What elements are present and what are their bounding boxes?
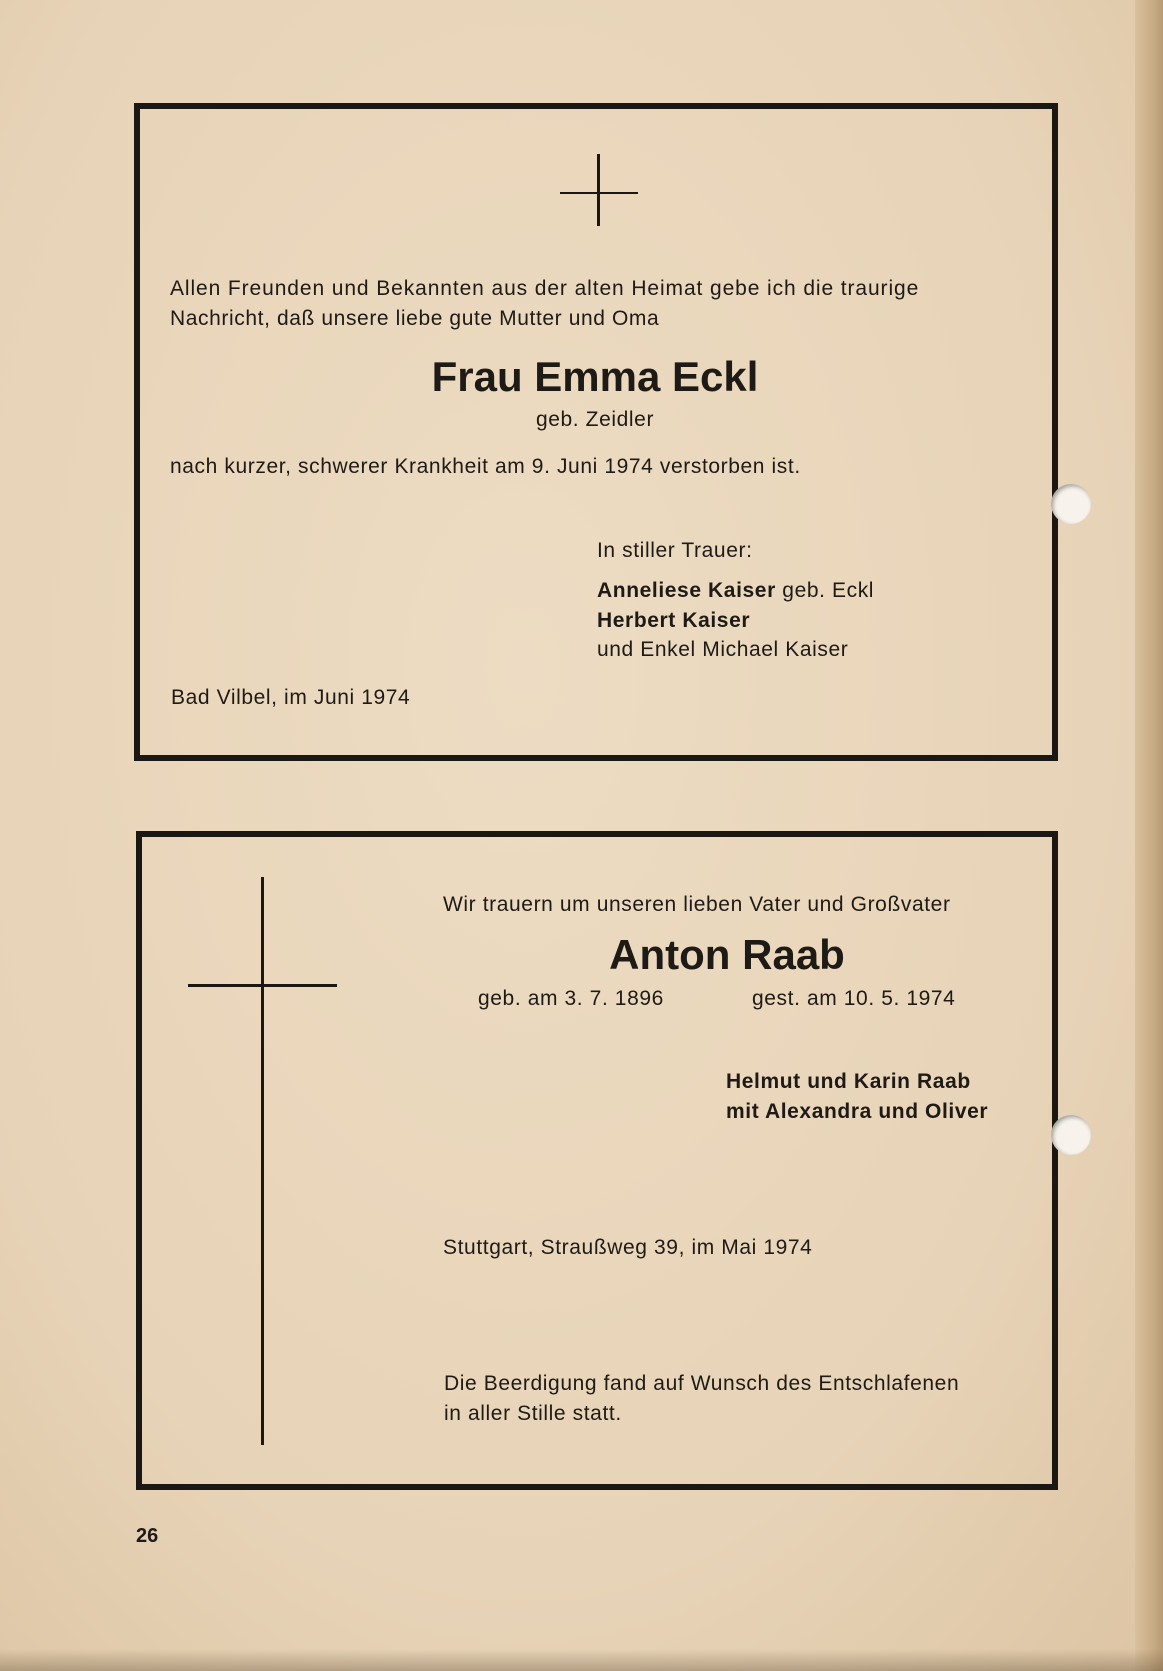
punch-hole-upper: [1051, 484, 1091, 524]
mourner-3: und Enkel Michael Kaiser: [597, 638, 849, 661]
address: Stuttgart, Straußweg 39, im Mai 1974: [443, 1236, 813, 1259]
death-date: gest. am 10. 5. 1974: [752, 987, 956, 1010]
burial-text-line1: Die Beerdigung fand auf Wunsch des Entschlafenen: [444, 1372, 960, 1395]
mourner-1-suffix: geb. Eckl: [775, 579, 875, 602]
maiden-name: geb. Zeidler: [535, 408, 655, 431]
intro-text: Wir trauern um unseren lieben Vater und Großvater: [443, 893, 951, 916]
intro-text-line1: Allen Freunden und Bekannten aus der alten Heimat gebe ich die traurige: [170, 277, 920, 300]
family-line-2: mit Alexandra und Oliver: [726, 1100, 989, 1123]
page-edge: [1135, 0, 1163, 1671]
page-number: 26: [136, 1525, 159, 1547]
birth-date: geb. am 3. 7. 1896: [478, 987, 664, 1010]
place-date: Bad Vilbel, im Juni 1974: [171, 686, 411, 709]
mourner-1: [597, 576, 874, 606]
burial-text-line2: in aller Stille statt.: [444, 1402, 622, 1425]
death-text: nach kurzer, schwerer Krankheit am 9. Juni 1974 verstorben ist.: [170, 455, 801, 478]
deceased-name: Anton Raab: [609, 931, 845, 978]
mourner-2: Herbert Kaiser: [597, 609, 751, 632]
cross-icon-large-horizontal: [188, 984, 337, 987]
mourning-label: In stiller Trauer:: [597, 539, 753, 562]
page-bottom-shadow: [0, 1649, 1163, 1671]
cross-icon-large-vertical: [261, 877, 264, 1445]
cross-icon-small-horizontal: [560, 192, 638, 194]
punch-hole-lower: [1051, 1115, 1091, 1155]
deceased-name: Frau Emma Eckl: [431, 353, 759, 400]
family-line-1: Helmut und Karin Raab: [726, 1070, 971, 1093]
intro-text-line2: Nachricht, daß unsere liebe gute Mutter und Oma: [170, 307, 660, 330]
cross-icon-small-vertical: [597, 154, 600, 226]
mourner-1-name: Anneliese Kaiser: [597, 579, 776, 602]
